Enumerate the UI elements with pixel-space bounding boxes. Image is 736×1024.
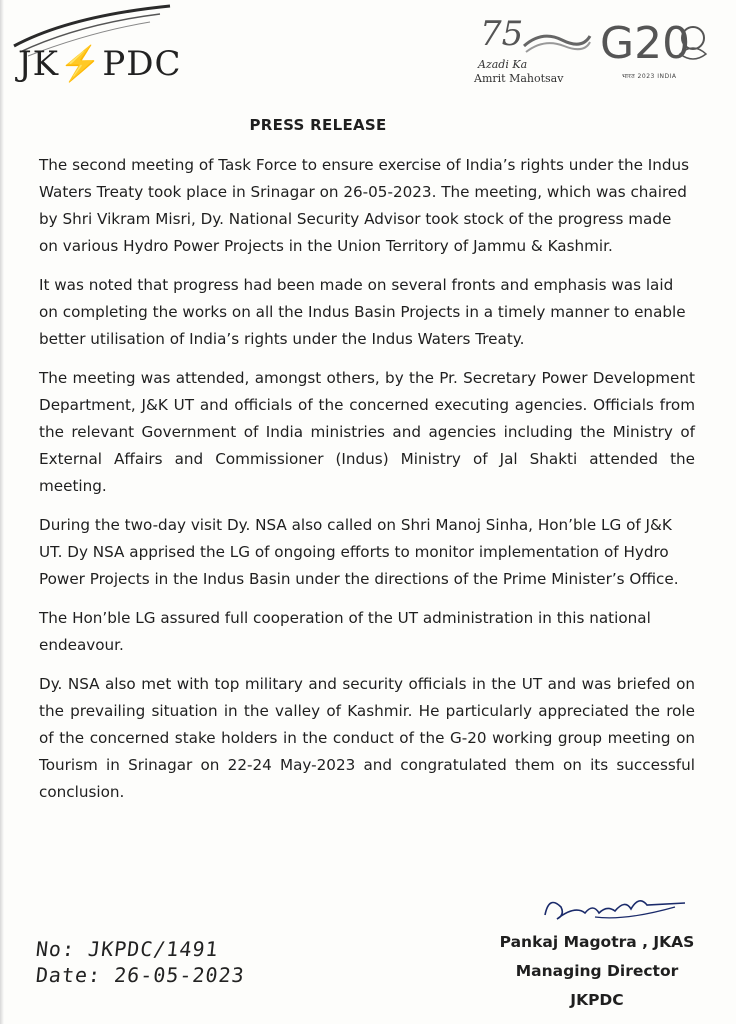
reference-date: Date: 26-05-2023 bbox=[34, 963, 246, 987]
reference-number: No: JKPDC/1491 bbox=[34, 937, 220, 961]
jkpdc-logo-text: JK⚡PDC bbox=[18, 44, 182, 84]
signatory-block bbox=[482, 928, 712, 1015]
signatory-name: Pankaj Magotra , JKAS bbox=[499, 933, 695, 951]
lotus-globe-icon bbox=[676, 24, 710, 64]
press-release-body bbox=[39, 152, 695, 818]
page-title bbox=[0, 116, 736, 134]
signatory-designation: Managing Director bbox=[515, 962, 679, 980]
paragraph-5: The Hon’ble LG assured full cooperation of the UT administration in this national endeavour. bbox=[39, 609, 651, 654]
paragraph-6: Dy. NSA also met with top military and security officials in the UT and was briefed on the prevailing situation in the valley of Kashmir. He particularly appreciated the role of the concerned stake holders in the conduct of the G-20 working group meeting on Tourism in Srinagar on 22-24 May-2023 and congratulated them on its successful conclusion. bbox=[39, 675, 695, 801]
g20-subtitle: भारत 2023 INDIA bbox=[622, 73, 677, 80]
page-title-text: PRESS RELEASE bbox=[249, 116, 387, 134]
azadi-number: 75 bbox=[480, 14, 524, 54]
jkpdc-logo bbox=[10, 2, 180, 97]
header-emblems bbox=[470, 14, 710, 94]
paragraph-3: The meeting was attended, amongst others, by the Pr. Secretary Power Development Department, J&K UT and officials of the concerned executing agencies. Officials from the relevant Government of India ministries and agencies including the Ministry of External Affairs and Commissioner (Indus) Ministry of Jal Shakti attended the meeting. bbox=[39, 369, 695, 495]
g20-logo bbox=[600, 14, 710, 94]
azadi-line-2: Amrit Mahotsav bbox=[474, 72, 564, 85]
paragraph-2: It was noted that progress had been made on several fronts and emphasis was laid on completing the works on all the Indus Basin Projects in a timely manner to enable better utilisation of India’s rights under the Indus Waters Treaty. bbox=[39, 276, 686, 348]
signatory-organization: JKPDC bbox=[570, 991, 624, 1009]
flag-wave-icon bbox=[522, 28, 592, 58]
azadi-line-1: Azadi Ka bbox=[478, 58, 528, 71]
paragraph-4: During the two-day visit Dy. NSA also called on Shri Manoj Sinha, Hon’ble LG of J&K UT. Dy NSA apprised the LG of ongoing efforts to monitor implementation of Hydro Power Projects in the Indus Basin under the directions of the Prime Minister’s Office. bbox=[39, 516, 679, 588]
g20-text: G20 bbox=[600, 18, 691, 69]
azadi-ka-amrit-mahotsav-logo bbox=[470, 14, 600, 94]
page-edge-shadow bbox=[0, 0, 4, 1024]
paragraph-1: The second meeting of Task Force to ensure exercise of India’s rights under the Indus Waters Treaty took place in Srinagar on 26-05-2023. The meeting, which was chaired by Shri Vikram Misri, Dy. National Security Advisor took stock of the progress made on various Hydro Power Projects in the Union Territory of Jammu & Kashmir. bbox=[39, 156, 690, 255]
